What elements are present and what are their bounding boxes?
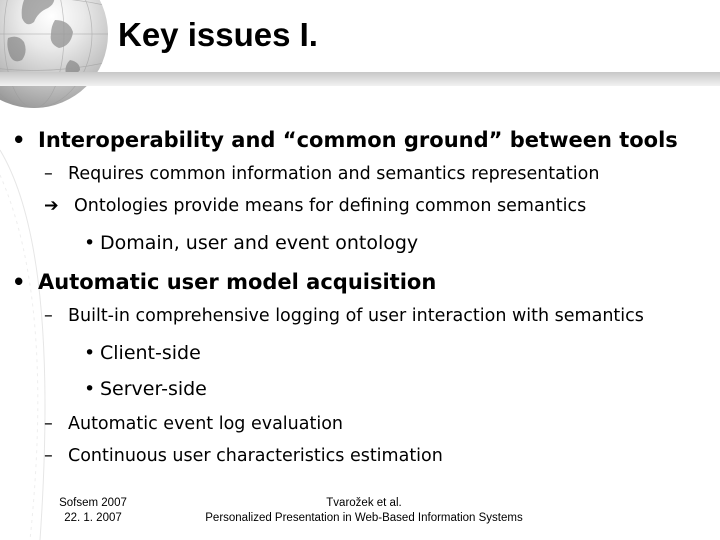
dash-marker: – (44, 306, 53, 326)
footer-left (40, 496, 146, 526)
bullet-level1 (12, 270, 436, 294)
dash-marker: – (44, 446, 53, 466)
bullet-text: Continuous user characteristics estimation (68, 446, 443, 466)
footer-authors: Tvarožek et al. (326, 497, 402, 509)
bullet-text: Ontologies provide means for defining common semantics (74, 196, 587, 216)
bullet-text: Built-in comprehensive logging of user interaction with semantics (68, 306, 644, 326)
bullet-level2 (44, 196, 586, 216)
bullet-text: Automatic user model acquisition (38, 270, 437, 294)
bullet-level1 (12, 128, 678, 152)
bullet-level3 (84, 378, 207, 400)
bullet-text: Automatic event log evaluation (68, 414, 344, 434)
dash-marker: – (44, 164, 53, 184)
footer-center (186, 496, 542, 526)
bullet-level2 (44, 414, 343, 434)
bullet-text: Requires common information and semantics representation (68, 164, 600, 184)
bullet-text: Server-side (100, 378, 207, 400)
footer-presentation-title: Personalized Presentation in Web-Based Information Systems (205, 512, 523, 524)
bullet-level3 (84, 232, 418, 254)
bullet-text: Domain, user and event ontology (100, 232, 419, 254)
bullet-marker: • (12, 128, 26, 152)
dash-marker: – (44, 414, 53, 434)
bullet-level2 (44, 446, 443, 466)
bullet-marker: • (84, 378, 96, 400)
bullet-level2 (44, 306, 644, 326)
bullet-marker: • (84, 232, 96, 254)
bullet-level3 (84, 342, 201, 364)
bullet-text: Interoperability and “common ground” between tools (38, 128, 678, 152)
slide-title: Key issues I. (118, 16, 318, 53)
footer-date: 22. 1. 2007 (64, 512, 122, 524)
footer-event: Sofsem 2007 (59, 497, 127, 509)
globe-icon (0, 0, 108, 108)
bullet-level2 (44, 164, 599, 184)
bullet-marker: • (12, 270, 26, 294)
arrow-icon: ➔ (44, 196, 59, 216)
bullet-text: Client-side (100, 342, 201, 364)
title-divider (0, 72, 720, 86)
bullet-marker: • (84, 342, 96, 364)
